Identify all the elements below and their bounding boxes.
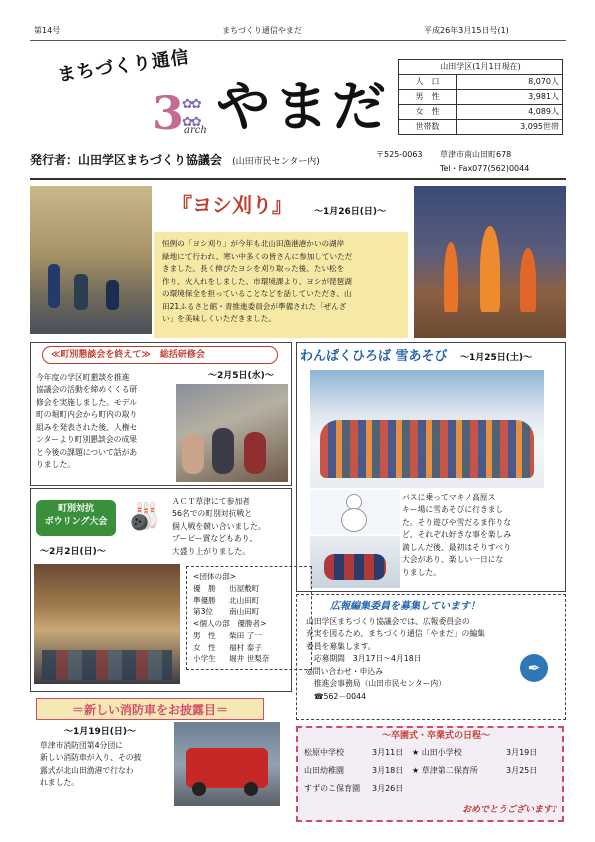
fire-truck-photo [174, 722, 280, 806]
list-item: 優 勝 出屋敷町 [193, 583, 260, 593]
bowling-results: <団体の部> 優 勝 出屋敷町 準優勝 北山田町 第3位 南山田町 <個人の部 優勝者> 男 性 柴田 了一 女 性 福村 泰子 小学生 堀井 世梨奈 [186, 566, 312, 670]
snow-date: ～1月25日(土)～ [460, 353, 533, 363]
issue-date: 平成26年3月15日号(1) [424, 26, 509, 35]
list-item: 男 性 柴田 了一 [193, 630, 262, 640]
bowling-tag: 町別対抗 ボウリング大会 [36, 500, 116, 536]
fire-article: 草津市消防団第4分団に 新しい消防車が入り、その披 露式が北山田漁港で行なわ れました。 [40, 741, 142, 788]
fire-title: ＝新しい消防車をお披露目＝ [36, 698, 264, 720]
list-item: 山田幼稚園 3月18日 ★ 草津第二保育所 3月25日 [304, 766, 538, 775]
postal-code: 〒525-0063 [376, 150, 423, 159]
meeting-article: 今年度の学区町懇談を推進 協議会の活動を締めくくる研 修会を実施しました。モデル 町の堀町内会から町内の取り 組みを発表された後、人権セ ンターより町別懇談会の成果 と今後の課題について話があ りました。 [36, 373, 138, 470]
population-heading: 山田学区(1月1日現在) [399, 60, 563, 75]
reed-cutting-photo [30, 186, 152, 334]
population-table [398, 59, 563, 135]
table-row: 女 性 4,089人 [399, 105, 563, 120]
masthead-subtitle: まちづくり通信 [56, 46, 191, 86]
list-item: 第3位 南山田町 [193, 607, 260, 617]
masthead-title: やまだ [216, 74, 390, 138]
bowling-date: ～2月2日(日)～ [40, 547, 106, 557]
pen-icon: ✒ [520, 654, 548, 682]
table-row: 世帯数 3,095世帯 [399, 120, 563, 135]
publisher-name: 発行者：山田学区まちづくり協議会 [30, 153, 222, 167]
yoshi-title: 『ヨシ刈り』 [172, 193, 292, 217]
graduation-title: ～卒園式・卒業式の日程～ [382, 731, 491, 741]
publisher-sub: (山田市民センター内) [232, 157, 320, 167]
congrats-text: おめでとうございます♪ [462, 805, 558, 815]
header-rule [30, 40, 566, 41]
bowling-article: ＡＣＴ草津にて参加者 56名での町別対抗戦と 個人戦を競い合いました。 プーピー賞などもあり、 大盛り上がりました。 [172, 497, 266, 556]
list-item: すずのこ保育園 3月26日 [304, 784, 404, 793]
snow-group-photo [310, 370, 544, 488]
publisher-line [30, 152, 320, 168]
header-newsletter-name: まちづくり通信やまだ [222, 26, 302, 35]
meeting-photo [176, 384, 288, 482]
list-item: 小学生 堀井 世梨奈 [193, 654, 270, 664]
yoshi-article: 恒例の「ヨシ刈り」が今年も北山田漁港港かいの湖岸 緑地にて行われ、寒い中多くの皆さんに参加していただ きました。長く伸びたヨシを刈り取った後、たい松を 作り、火入れをしました。市環境課より、ヨシが琵琶湖 の環境保全を担っていることなどを話していただき、山 田21ふるさと館・青推進委員会が準備された「ぜんざ い」を美味しくいただきました。 [154, 232, 408, 338]
bonfire-photo [414, 186, 566, 338]
koho-article: 山田学区まちづくり協議会では、広報委員会の 充実を図るため、まちづくり通信「やまだ」の編集 委員を募集します。 応募期間 3月17日～4月18日 ◎問い合わせ・申込み 推進会事務局（山田市民センター内） ☎562－0044 [306, 617, 485, 701]
publisher-rule [30, 178, 566, 180]
list-item: 女 性 福村 泰子 [193, 642, 262, 652]
snow-title: わんぱくひろば 雪あそび [300, 349, 448, 364]
list-item: 準優勝 北山田町 [193, 595, 260, 605]
meeting-title: ≪町別懇談会を終えて≫ 総括研修会 [42, 346, 278, 364]
sledding-photo [310, 536, 400, 588]
koho-title: 広報編集委員を募集しています！ [330, 601, 480, 612]
flower-decoration-icon: ✿✿ ✿✿ [182, 97, 200, 130]
bowling-photo [34, 564, 180, 684]
meeting-date: ～2月5日(水)～ [208, 371, 274, 381]
snow-article: バスに乗ってマキノ高原ス キー場に雪あそびに行きまし た。そり遊びや雪だるま作りな ど、それぞれ好きな事を楽しみ 満しんだ後、最初はそりすべり 大会があり、楽しい一日にな りました。 [402, 493, 512, 577]
month-number: 3 [152, 86, 185, 140]
table-row: 男 性 3,981人 [399, 90, 563, 105]
fire-date: ～1月19日(日)～ [64, 727, 137, 737]
issue-number: 第14号 [34, 26, 61, 35]
table-row: 人 口 8,070人 [399, 75, 563, 90]
month-word: arch [184, 125, 207, 136]
bowler-illustration-icon: 🎳 [128, 502, 161, 532]
snowman-illustration [310, 490, 400, 534]
list-item: 松原中学校 3月11日 ★ 山田小学校 3月19日 [304, 748, 538, 757]
yoshi-date: ～1月26日(日)～ [314, 207, 387, 217]
address: 草津市南山田町678 [440, 150, 512, 159]
telephone: Tel・Fax077(562)0044 [440, 164, 530, 173]
